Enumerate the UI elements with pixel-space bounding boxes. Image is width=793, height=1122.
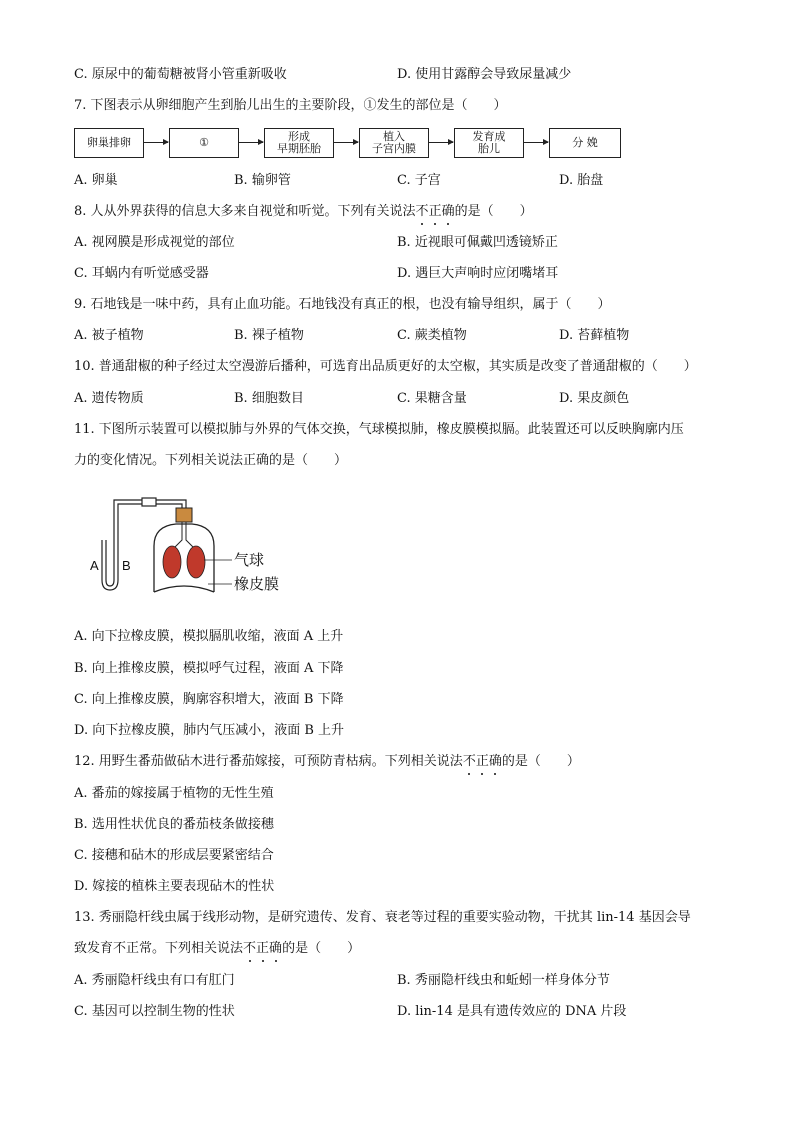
q7-option-b: B. 输卵管 xyxy=(234,173,291,188)
q10-option-c: C. 果糖含量 xyxy=(397,391,467,406)
emphasis-char: 确 xyxy=(441,204,455,219)
emphasis-char: 正 xyxy=(475,754,489,769)
q8-option-b: B. 近视眼可佩戴凹透镜矫正 xyxy=(397,235,558,250)
emphasis-char: 不 xyxy=(415,204,429,219)
q6-option-d: D. 使用甘露醇会导致尿量减少 xyxy=(397,67,572,82)
flow-arrow-icon xyxy=(524,142,548,143)
q9-option-d: D. 苔藓植物 xyxy=(559,328,630,343)
q13-stem-post: 的是（ ） xyxy=(282,941,361,956)
q13-stem-line1: 13. 秀丽隐杆线虫属于线形动物，是研究遗传、发育、衰老等过程的重要实验动物，干扰其 lin-14 基因会导 xyxy=(74,910,691,925)
lung-model-apparatus xyxy=(80,488,300,598)
q7-option-d: D. 胎盘 xyxy=(559,173,604,188)
q13-option-d: D. lin-14 是具有遗传效应的 DNA 片段 xyxy=(397,1004,627,1019)
q7-option-a: A. 卵巢 xyxy=(74,173,118,188)
emphasis-char: 正 xyxy=(256,941,270,956)
emphasis-char: 确 xyxy=(269,941,283,956)
q11-stem-line2: 力的变化情况。下列相关说法正确的是（ ） xyxy=(74,453,348,468)
q13-option-a: A. 秀丽隐杆线虫有口有肛门 xyxy=(74,973,235,988)
stopper-icon xyxy=(176,508,192,522)
flow-step-5-text: 发育成 胎儿 xyxy=(472,130,506,155)
q9-option-c: C. 蕨类植物 xyxy=(397,328,467,343)
q12-stem xyxy=(74,753,580,771)
flow-arrow-icon xyxy=(334,142,358,143)
flow-arrow-icon xyxy=(239,142,263,143)
q11-option-b: B. 向上推橡皮膜，模拟呼气过程，液面 A 下降 xyxy=(74,661,344,676)
trachea-icon xyxy=(174,522,194,548)
q9-option-b: B. 裸子植物 xyxy=(234,328,304,343)
rubber-membrane-icon xyxy=(154,586,214,592)
flow-arrow-icon xyxy=(144,142,168,143)
flow-step-3 xyxy=(264,128,334,158)
emphasis-char: 确 xyxy=(488,754,502,769)
flow-step-1 xyxy=(74,128,144,158)
flow-step-1-text: 卵巢排卵 xyxy=(87,136,131,149)
flow-step-4-text: 植入 子宫内膜 xyxy=(372,130,416,155)
q8-stem-post: 的是（ ） xyxy=(454,204,533,219)
emphasis-char: 不 xyxy=(462,754,476,769)
q8-stem-emphasis xyxy=(416,204,455,219)
q10-stem: 10. 普通甜椒的种子经过太空漫游后播种，可选育出品质更好的太空椒，其实质是改变了普通甜椒的（ ） xyxy=(74,359,697,374)
q8-option-a: A. 视网膜是形成视觉的部位 xyxy=(74,235,235,250)
balloon-left-icon xyxy=(163,546,181,578)
q11-option-c: C. 向上推橡皮膜，胸廓容积增大，液面 B 下降 xyxy=(74,692,344,707)
label-membrane: 橡皮膜 xyxy=(234,575,280,593)
q13-option-b: B. 秀丽隐杆线虫和蚯蚓一样身体分节 xyxy=(397,973,610,988)
flow-step-5 xyxy=(454,128,524,158)
q10-option-b: B. 细胞数目 xyxy=(234,391,304,406)
q12-option-a: A. 番茄的嫁接属于植物的无性生殖 xyxy=(74,786,274,801)
q13-option-c: C. 基因可以控制生物的性状 xyxy=(74,1004,235,1019)
q13-stem-line2 xyxy=(74,940,360,958)
q8-stem-pre: 8. 人从外界获得的信息大多来自视觉和听觉。下列有关说法 xyxy=(74,204,416,219)
q10-option-d: D. 果皮颜色 xyxy=(559,391,630,406)
q9-option-a: A. 被子植物 xyxy=(74,328,144,343)
balloon-right-icon xyxy=(187,546,205,578)
q12-option-d: D. 嫁接的植株主要表现砧木的性状 xyxy=(74,879,275,894)
q11-option-a: A. 向下拉橡皮膜，模拟膈肌收缩，液面 A 上升 xyxy=(74,629,344,644)
connecting-tube-icon xyxy=(114,498,186,534)
q9-stem: 9. 石地钱是一味中药，具有止血功能。石地钱没有真正的根，也没有输导组织，属于（ ） xyxy=(74,297,611,312)
q8-option-d: D. 遇巨大声响时应闭嘴堵耳 xyxy=(397,266,559,281)
q7-option-c: C. 子宫 xyxy=(397,173,441,188)
label-a: A xyxy=(90,558,99,573)
q12-stem-post: 的是（ ） xyxy=(501,754,580,769)
emphasis-char: 不 xyxy=(243,941,257,956)
emphasis-char: 正 xyxy=(428,204,442,219)
q12-stem-emphasis xyxy=(463,754,502,769)
q6-option-c: C. 原尿中的葡萄糖被肾小管重新吸收 xyxy=(74,67,287,82)
q12-option-c: C. 接穗和砧木的形成层要紧密结合 xyxy=(74,848,274,863)
q10-option-a: A. 遗传物质 xyxy=(74,391,144,406)
q8-stem xyxy=(74,203,533,221)
q11-stem-line1: 11. 下图所示装置可以模拟肺与外界的气体交换，气球模拟肺，橡皮膜模拟膈。此装置还可以反映胸廓内压 xyxy=(74,422,684,437)
q12-option-b: B. 选用性状优良的番茄枝条做接穗 xyxy=(74,817,274,832)
flow-arrow-icon xyxy=(429,142,453,143)
flow-step-4 xyxy=(359,128,429,158)
flow-step-3-text: 形成 早期胚胎 xyxy=(277,130,321,155)
label-b: B xyxy=(122,558,131,573)
q13-stem-emphasis xyxy=(243,941,282,956)
flow-step-6-text: 分 娩 xyxy=(572,136,598,149)
flow-step-2-text: ① xyxy=(199,136,209,149)
q11-option-d: D. 向下拉橡皮膜，肺内气压减小，液面 B 上升 xyxy=(74,723,345,738)
q7-stem: 7. 下图表示从卵细胞产生到胎儿出生的主要阶段，①发生的部位是（ ） xyxy=(74,98,507,113)
flow-step-2 xyxy=(169,128,239,158)
u-tube-icon xyxy=(102,534,118,590)
q12-stem-pre: 12. 用野生番茄做砧木进行番茄嫁接，可预防青枯病。下列相关说法 xyxy=(74,754,463,769)
flow-step-6 xyxy=(549,128,621,158)
q8-option-c: C. 耳蜗内有听觉感受器 xyxy=(74,266,209,281)
label-balloon: 气球 xyxy=(234,551,265,569)
q13-stem-pre: 致发育不正常。下列相关说法 xyxy=(74,941,244,956)
